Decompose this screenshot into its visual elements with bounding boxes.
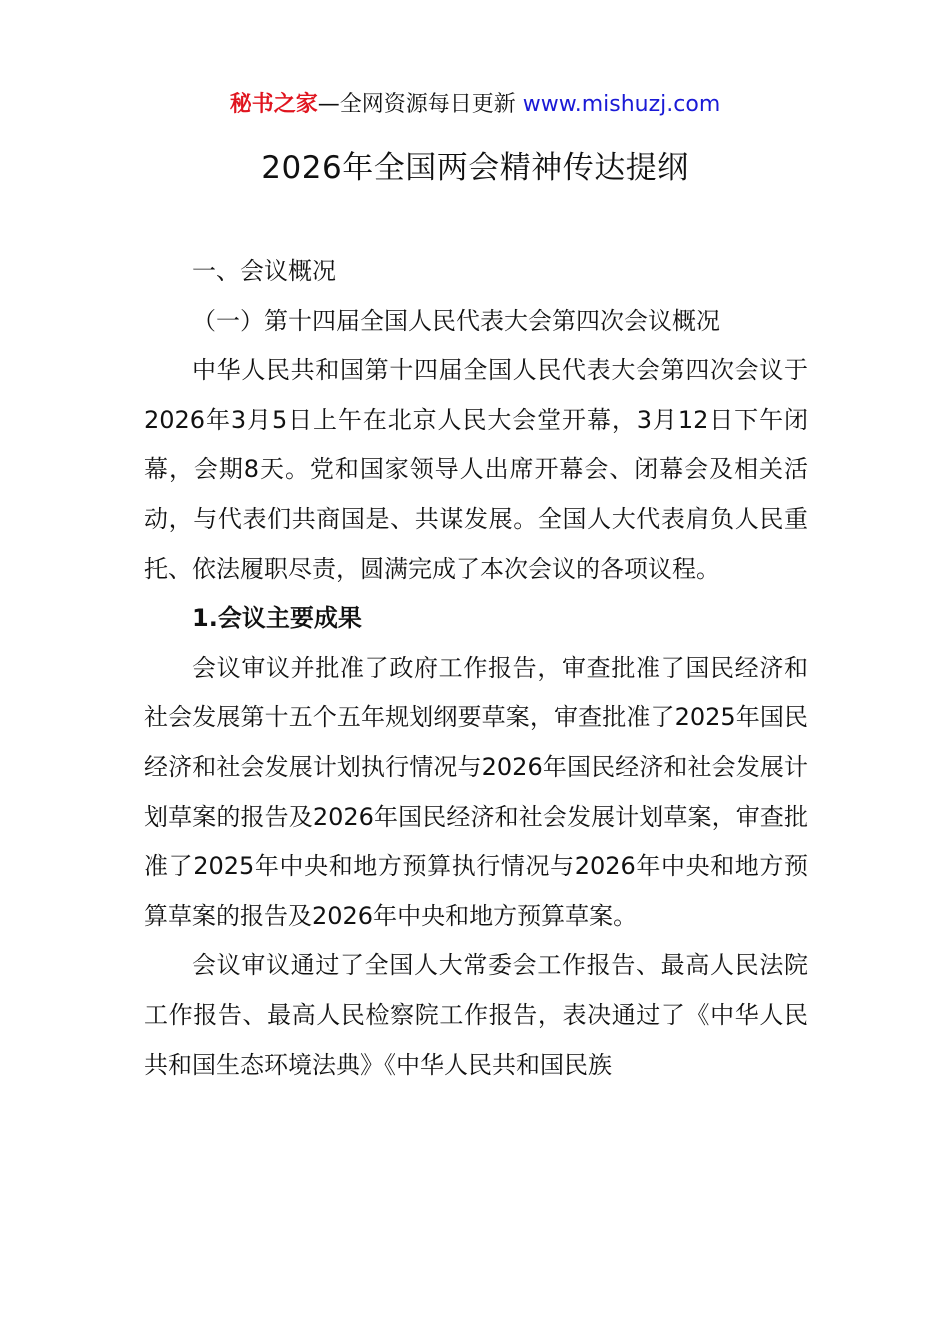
header-slogan: —全网资源每日更新 (317, 92, 523, 117)
site-header (0, 88, 950, 122)
document-body (144, 247, 808, 1090)
paragraph: 会议审议通过了全国人大常委会工作报告、最高人民法院工作报告、最高人民检察院工作报告，表决通过了《中华人民共和国生态环境法典》《中华人民共和国民族 (144, 951, 808, 1079)
section-heading: 一、会议概况 (192, 257, 336, 285)
subsection-heading: （一）第十四届全国人民代表大会第四次会议概况 (192, 306, 720, 335)
paragraph: 会议审议并批准了政府工作报告，审查批准了国民经济和社会发展第十五个五年规划纲要草案，审查批准了2025年国民经济和社会发展计划执行情况与2026年国民经济和社会发展计划草案的报告及2026年国民经济和社会发展计划草案，审查批准了2025年中央和地方预算执行情况与2026年中央和地方预算草案的报告及2026年中央和地方预算草案。 (144, 653, 808, 930)
bold-subheading: 1.会议主要成果 (192, 604, 362, 633)
paragraph: 中华人民共和国第十四届全国人民代表大会第四次会议于2026年3月5日上午在北京人民大会堂开幕，3月12日下午闭幕，会期8天。党和国家领导人出席开幕会、闭幕会及相关活动，与代表们共商国是、共谋发展。全国人大代表肩负人民重托、依法履职尽责，圆满完成了本次会议的各项议程。 (144, 356, 808, 583)
brand-name: 秘书之家 (229, 92, 318, 117)
document-title: 2026年全国两会精神传达提纲 (261, 150, 689, 186)
site-url-link[interactable]: www.mishuzj.com (522, 92, 721, 117)
